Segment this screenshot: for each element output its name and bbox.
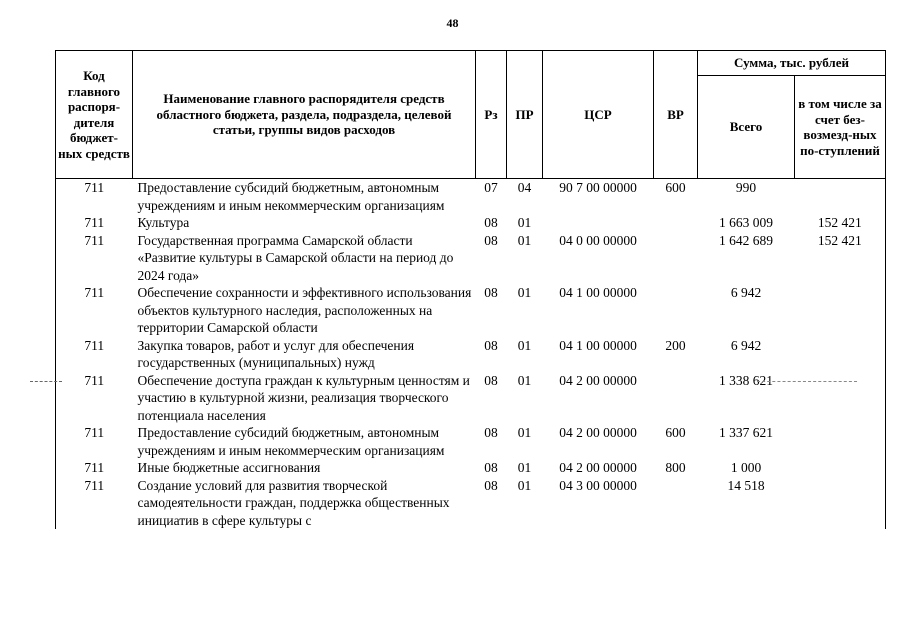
cell-total: 1 663 009: [719, 215, 773, 230]
cell-code: 711: [56, 459, 133, 477]
cell-total: 1 000: [730, 460, 762, 475]
cell-rz: 08: [484, 460, 498, 475]
cell-vr: [654, 214, 698, 232]
table-row: [56, 284, 886, 337]
cell-name: Государственная программа Самарской области «Развитие культуры в Самарской области на период до 2024 года»: [137, 232, 454, 283]
cell-total: 1 337 621: [719, 425, 773, 440]
cell-total: 6 942: [730, 285, 762, 300]
cell-name: Создание условий для развития творческой самодеятельности граждан, поддержка общественных инициатив в сфере культуры с: [137, 477, 450, 528]
cell-rz: 07: [484, 180, 498, 195]
cell-vr: 200: [665, 337, 686, 353]
cell-vr: [654, 372, 698, 425]
cell-total: 990: [735, 180, 757, 195]
cell-code: 711: [56, 477, 133, 530]
cell-pr: 01: [517, 425, 532, 440]
table-row: [56, 214, 886, 232]
header-incl: в том числе за счет без-возмезд-ных по-ступлений: [795, 76, 886, 179]
cell-incl: [795, 372, 886, 425]
cell-pr: 01: [517, 477, 532, 493]
cell-pr: 01: [517, 215, 532, 230]
cell-code: 711: [56, 214, 133, 232]
cell-incl: [795, 337, 886, 372]
cell-vr: 800: [665, 460, 686, 475]
cell-vr: [654, 284, 698, 337]
cell-total: 1 338 621: [719, 372, 773, 388]
cell-vr: [654, 477, 698, 530]
cell-pr: 04: [517, 180, 532, 195]
cell-pr: 01: [517, 372, 532, 388]
cell-incl: [795, 459, 886, 477]
cell-csr: 90 7 00 00000: [559, 180, 637, 195]
cell-total: 6 942: [730, 337, 762, 353]
cell-incl: 152 421: [795, 232, 886, 285]
header-rz: Рз: [476, 51, 507, 179]
cell-incl: [795, 477, 886, 530]
cell-csr: 04 1 00 00000: [559, 285, 637, 300]
cell-code: 711: [56, 179, 133, 215]
cell-pr: 01: [517, 285, 532, 300]
cell-rz: 08: [484, 285, 498, 300]
header-name: Наименование главного распорядителя средств областного бюджета, раздела, подраздела, целевой статьи, группы видов расходов: [133, 51, 476, 179]
cell-csr: [543, 214, 654, 232]
scan-mark-right: [757, 381, 857, 382]
cell-total: 1 642 689: [719, 232, 773, 248]
cell-rz: 08: [484, 372, 498, 388]
cell-pr: 01: [517, 337, 532, 353]
cell-vr: [654, 232, 698, 285]
cell-incl: [795, 179, 886, 215]
cell-pr: 01: [517, 460, 532, 475]
cell-vr: 600: [665, 180, 686, 195]
cell-rz: 08: [484, 477, 498, 493]
table-row: [56, 372, 886, 425]
cell-csr: 04 1 00 00000: [559, 337, 637, 353]
cell-csr: 04 3 00 00000: [559, 477, 637, 493]
cell-rz: 08: [484, 337, 498, 353]
cell-pr: 01: [517, 232, 532, 248]
cell-code: 711: [56, 284, 133, 337]
table-row: [56, 337, 886, 372]
cell-rz: 08: [484, 232, 498, 248]
cell-csr: 04 2 00 00000: [559, 372, 637, 388]
header-vr: ВР: [654, 51, 698, 179]
table-row: [56, 232, 886, 285]
cell-rz: 08: [484, 425, 498, 440]
cell-name: Обеспечение сохранности и эффективного использования объектов культурного наследия, расположенных на территории Самарской области: [137, 285, 472, 335]
cell-incl: [795, 284, 886, 337]
cell-incl: [795, 424, 886, 459]
header-code: Код главного распоря-дителя бюджет-ных средств: [56, 51, 133, 179]
table-row: [56, 477, 886, 530]
table-body: [56, 179, 886, 530]
cell-name: Иные бюджетные ассигнования: [137, 460, 321, 475]
table-row: [56, 179, 886, 215]
table-row: [56, 424, 886, 459]
cell-csr: 04 2 00 00000: [559, 460, 637, 475]
cell-name: Обеспечение доступа граждан к культурным ценностям и участию в культурной жизни, реализация творческого потенциала населения: [137, 372, 470, 423]
table-row: [56, 459, 886, 477]
cell-name: Закупка товаров, работ и услуг для обеспечения государственных (муниципальных) нужд: [137, 337, 415, 370]
cell-name: Предоставление субсидий бюджетным, автономным учреждениям и иным некоммерческим организациям: [137, 180, 445, 213]
scan-mark-left: [30, 381, 62, 382]
budget-table: [55, 50, 886, 529]
cell-code: 711: [56, 337, 133, 372]
cell-csr: 04 2 00 00000: [559, 425, 637, 440]
header-total: Всего: [698, 76, 795, 179]
cell-vr: 600: [665, 425, 686, 440]
cell-code: 711: [56, 232, 133, 285]
cell-incl: 152 421: [795, 214, 886, 232]
header-pr: ПР: [507, 51, 543, 179]
cell-code: 711: [56, 424, 133, 459]
cell-name: Культура: [137, 215, 190, 230]
header-sum: Сумма, тыс. рублей: [698, 51, 886, 76]
header-csr: ЦСР: [543, 51, 654, 179]
cell-total: 14 518: [727, 477, 765, 493]
cell-name: Предоставление субсидий бюджетным, автономным учреждениям и иным некоммерческим организациям: [137, 425, 445, 458]
cell-code: 711: [56, 372, 133, 425]
cell-rz: 08: [484, 215, 498, 230]
page-number: 48: [446, 16, 459, 30]
cell-csr: 04 0 00 00000: [559, 232, 637, 248]
table-header: [56, 51, 886, 179]
